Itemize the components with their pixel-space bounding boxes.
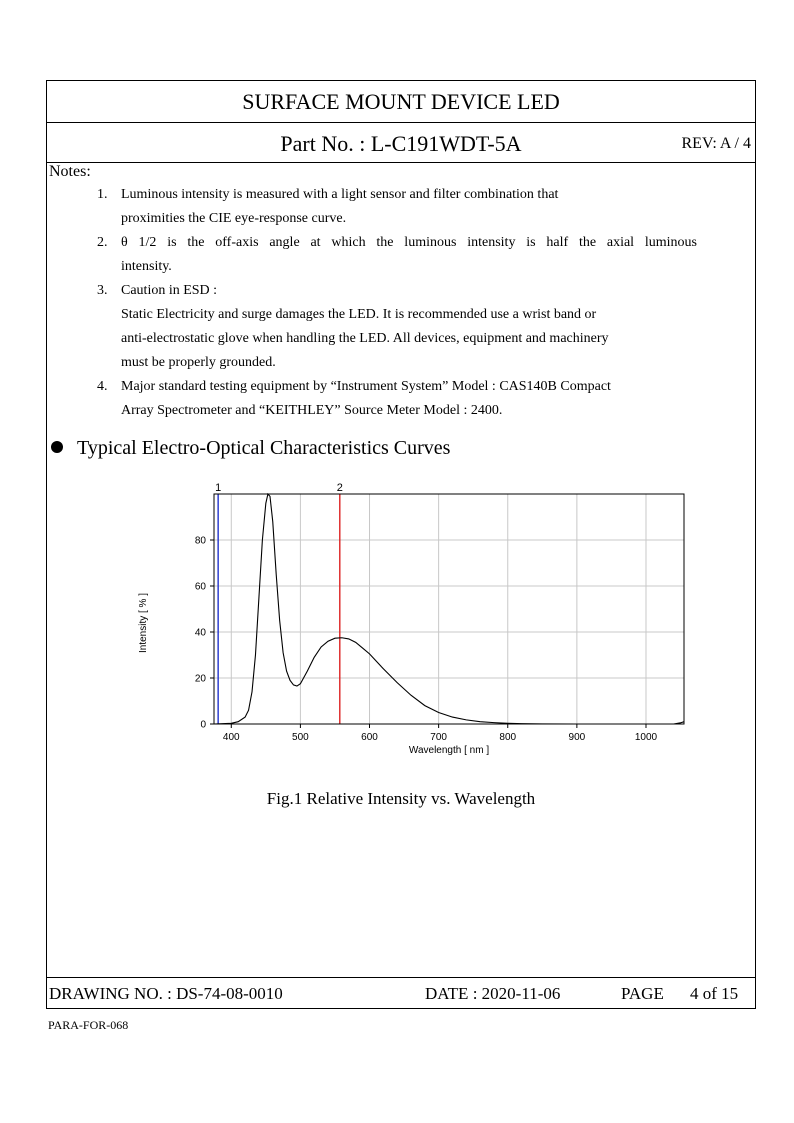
note-line: anti-electrostatic glove when handling the LED. All devices, equipment and machinery: [121, 331, 609, 346]
note-line: intensity.: [121, 259, 172, 274]
part-number-row: [47, 122, 755, 163]
document-date: DATE : 2020-11-06: [425, 984, 561, 1003]
x-tick-label: 700: [430, 732, 447, 743]
section-title: [51, 437, 450, 460]
chart-grid: [214, 494, 684, 724]
note-number: 4.: [97, 379, 108, 394]
note-line: proximities the CIE eye-response curve.: [121, 211, 347, 226]
x-tick-label: 600: [361, 732, 378, 743]
document-frame: [46, 80, 756, 1009]
revision: REV: A / 4: [681, 135, 751, 152]
plot-frame: [214, 494, 684, 724]
y-tick-label: 0: [200, 719, 206, 731]
y-tick-label: 60: [194, 581, 206, 593]
notes-heading: Notes:: [49, 163, 91, 180]
x-tick-label: 1000: [634, 732, 658, 743]
bullet-icon: [51, 441, 63, 453]
note-line: Caution in ESD :: [121, 283, 218, 298]
note-number: 1.: [97, 187, 108, 202]
spectrum-curve: [214, 494, 684, 724]
note-number: 2.: [97, 235, 108, 250]
note-item: [97, 231, 697, 279]
figure-caption: Fig.1 Relative Intensity vs. Wavelength: [266, 789, 536, 808]
chart-markers: [215, 482, 343, 724]
notes-list: [97, 183, 697, 423]
y-tick-label: 80: [194, 535, 206, 547]
y-tick-label: 20: [194, 673, 206, 685]
footer: [47, 977, 755, 1010]
x-tick-label: 500: [292, 732, 309, 743]
marker-label: 2: [336, 482, 343, 494]
marker-label: 1: [215, 482, 222, 494]
intensity-wavelength-chart: [87, 476, 707, 766]
chart-ticks: [195, 536, 658, 744]
x-tick-label: 900: [568, 732, 586, 743]
part-number: Part No. : L-C191WDT-5A: [280, 131, 522, 156]
note-line: Luminous intensity is measured with a light sensor and filter combination that: [121, 187, 559, 202]
note-item: [97, 183, 697, 231]
document-title: SURFACE MOUNT DEVICE LED: [47, 81, 755, 123]
y-axis-label: Intensity [ % ]: [138, 592, 149, 654]
drawing-number: DRAWING NO. : DS-74-08-0010: [49, 984, 283, 1003]
x-tick-label: 800: [499, 732, 517, 743]
note-item: [97, 279, 697, 375]
x-axis-label: Wavelength [ nm ]: [408, 745, 490, 756]
note-line: Static Electricity and surge damages the LED. It is recommended use a wrist band or: [121, 307, 597, 322]
note-number: 3.: [97, 283, 108, 298]
section-title-text: Typical Electro-Optical Characteristics Curves: [77, 437, 451, 459]
y-tick-label: 40: [194, 627, 206, 639]
note-item: [97, 375, 697, 423]
page-label: PAGE: [621, 984, 664, 1003]
x-tick-label: 400: [222, 732, 240, 743]
page-number: 4 of 15: [690, 984, 739, 1003]
note-line: θ 1/2 is the off-axis angle at which the luminous intensity is half the axial luminous: [121, 235, 697, 250]
note-line: Array Spectrometer and “KEITHLEY” Source Meter Model : 2400.: [121, 403, 503, 418]
note-line: must be properly grounded.: [121, 355, 276, 370]
note-line: Major standard testing equipment by “Instrument System” Model : CAS140B Compact: [121, 379, 611, 394]
form-code: PARA-FOR-068: [48, 1018, 129, 1032]
